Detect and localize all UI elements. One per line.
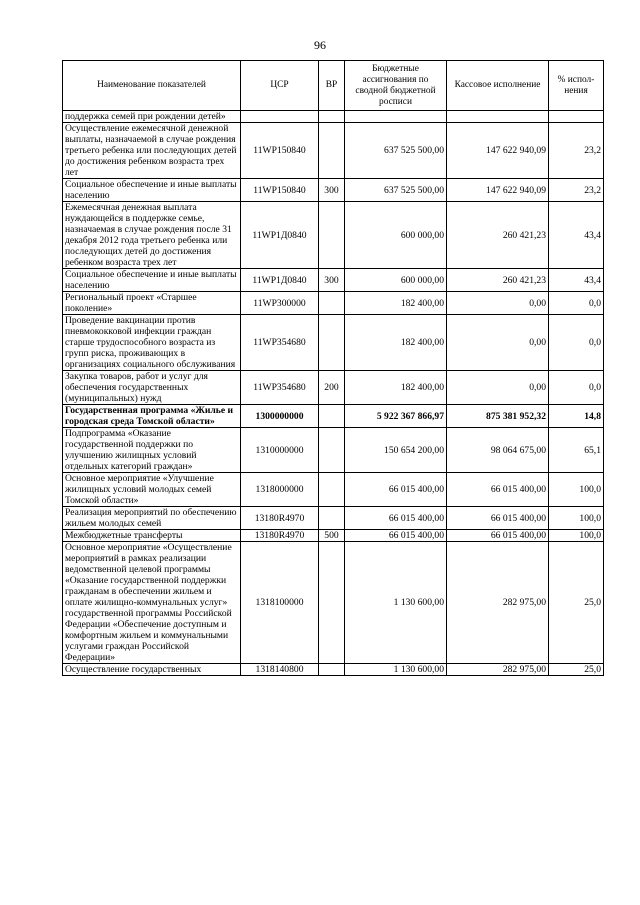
cell-budget: 5 922 367 866,97	[345, 405, 447, 428]
cell-percent: 14,8	[549, 405, 604, 428]
cell-percent: 100,0	[549, 530, 604, 542]
cell-cash: 66 015 400,00	[447, 507, 549, 530]
cell-budget: 637 525 500,00	[345, 179, 447, 202]
cell-vr	[319, 542, 345, 664]
cell-csr: 11WP354680	[241, 371, 319, 405]
cell-vr	[319, 111, 345, 123]
cell-percent: 100,0	[549, 507, 604, 530]
cell-vr: 500	[319, 530, 345, 542]
cell-csr: 1310000000	[241, 428, 319, 473]
cell-budget: 600 000,00	[345, 269, 447, 292]
budget-execution-table	[62, 60, 604, 676]
cell-csr: 11WP150840	[241, 179, 319, 202]
cell-name: Региональный проект «Старшее поколение»	[63, 292, 241, 315]
cell-name: Основное мероприятие «Улучшение жилищных условий молодых семей Томской области»	[63, 473, 241, 507]
cell-name: поддержка семей при рождении детей»	[63, 111, 241, 123]
cell-vr: 300	[319, 179, 345, 202]
cell-budget: 182 400,00	[345, 292, 447, 315]
cell-budget: 182 400,00	[345, 315, 447, 371]
cell-name: Ежемесячная денежная выплата нуждающейся в поддержке семье, назначаемая в случае рождения после 31 декабря 2012 года третьего ребенка или последующих детей до достижения ребенком возраста трех лет	[63, 202, 241, 269]
cell-cash: 66 015 400,00	[447, 473, 549, 507]
cell-csr: 1300000000	[241, 405, 319, 428]
header-csr: ЦСР	[241, 61, 319, 111]
cell-budget: 66 015 400,00	[345, 507, 447, 530]
header-budget: Бюджетные ассигнования по сводной бюджетной росписи	[345, 61, 447, 111]
table-row	[63, 530, 604, 542]
cell-name: Проведение вакцинации против пневмококковой инфекции граждан старше трудоспособного возраста из групп риска, проживающих в организациях социального обслуживания	[63, 315, 241, 371]
cell-csr: 11WP1Д0840	[241, 202, 319, 269]
page-number: 96	[314, 38, 326, 52]
cell-budget: 150 654 200,00	[345, 428, 447, 473]
cell-percent: 23,2	[549, 179, 604, 202]
cell-name: Подпрограмма «Оказание государственной поддержки по улучшению жилищных условий отдельных категорий граждан»	[63, 428, 241, 473]
header-name: Наименование показателей	[63, 61, 241, 111]
cell-percent: 0,0	[549, 315, 604, 371]
cell-csr: 1318140800	[241, 664, 319, 676]
cell-vr	[319, 664, 345, 676]
cell-cash: 66 015 400,00	[447, 530, 549, 542]
cell-percent: 0,0	[549, 371, 604, 405]
cell-name: Социальное обеспечение и иные выплаты населению	[63, 179, 241, 202]
header-percent: % испол-нения	[549, 61, 604, 111]
cell-vr	[319, 428, 345, 473]
table-row	[63, 542, 604, 664]
cell-percent: 25,0	[549, 542, 604, 664]
table-row	[63, 405, 604, 428]
table-row	[63, 371, 604, 405]
cell-csr: 1318100000	[241, 542, 319, 664]
header-cash: Кассовое исполнение	[447, 61, 549, 111]
cell-cash	[447, 111, 549, 123]
table-row	[63, 428, 604, 473]
cell-csr: 1318000000	[241, 473, 319, 507]
cell-percent: 23,2	[549, 123, 604, 179]
cell-csr	[241, 111, 319, 123]
cell-vr	[319, 473, 345, 507]
cell-csr: 13180R4970	[241, 530, 319, 542]
table-row	[63, 123, 604, 179]
cell-cash: 98 064 675,00	[447, 428, 549, 473]
cell-vr: 300	[319, 269, 345, 292]
cell-percent: 0,0	[549, 292, 604, 315]
cell-name: Закупка товаров, работ и услуг для обеспечения государственных (муниципальных) нужд	[63, 371, 241, 405]
cell-percent: 65,1	[549, 428, 604, 473]
table-row	[63, 202, 604, 269]
cell-csr: 11WP354680	[241, 315, 319, 371]
cell-cash: 282 975,00	[447, 542, 549, 664]
cell-cash: 0,00	[447, 371, 549, 405]
table-row	[63, 269, 604, 292]
cell-percent: 43,4	[549, 202, 604, 269]
cell-csr: 13180R4970	[241, 507, 319, 530]
cell-percent: 43,4	[549, 269, 604, 292]
table-row	[63, 111, 604, 123]
cell-cash: 0,00	[447, 292, 549, 315]
cell-budget: 182 400,00	[345, 371, 447, 405]
cell-name: Государственная программа «Жилье и городская среда Томской области»	[63, 405, 241, 428]
table-row	[63, 315, 604, 371]
cell-budget: 600 000,00	[345, 202, 447, 269]
cell-vr	[319, 123, 345, 179]
cell-vr	[319, 507, 345, 530]
cell-csr: 11WP150840	[241, 123, 319, 179]
cell-cash: 875 381 952,32	[447, 405, 549, 428]
cell-budget: 1 130 600,00	[345, 664, 447, 676]
cell-name: Межбюджетные трансферты	[63, 530, 241, 542]
cell-budget: 1 130 600,00	[345, 542, 447, 664]
cell-vr	[319, 202, 345, 269]
cell-name: Осуществление государственных	[63, 664, 241, 676]
cell-percent: 100,0	[549, 473, 604, 507]
table-header-row	[63, 61, 604, 111]
cell-cash: 282 975,00	[447, 664, 549, 676]
cell-name: Осуществление ежемесячной денежной выплаты, назначаемой в случае рождения третьего ребенка или последующих детей до достижения ребенком возраста трех лет	[63, 123, 241, 179]
table-row	[63, 664, 604, 676]
table-row	[63, 292, 604, 315]
cell-vr	[319, 292, 345, 315]
cell-name: Реализация мероприятий по обеспечению жильем молодых семей	[63, 507, 241, 530]
cell-percent	[549, 111, 604, 123]
cell-cash: 147 622 940,09	[447, 123, 549, 179]
table-row	[63, 179, 604, 202]
cell-csr: 11WP300000	[241, 292, 319, 315]
cell-budget	[345, 111, 447, 123]
cell-csr: 11WP1Д0840	[241, 269, 319, 292]
table-row	[63, 507, 604, 530]
cell-budget: 66 015 400,00	[345, 530, 447, 542]
cell-vr: 200	[319, 371, 345, 405]
cell-budget: 66 015 400,00	[345, 473, 447, 507]
cell-vr	[319, 405, 345, 428]
cell-cash: 260 421,23	[447, 202, 549, 269]
cell-budget: 637 525 500,00	[345, 123, 447, 179]
cell-cash: 147 622 940,09	[447, 179, 549, 202]
cell-cash: 260 421,23	[447, 269, 549, 292]
cell-percent: 25,0	[549, 664, 604, 676]
table-body	[63, 111, 604, 676]
cell-name: Социальное обеспечение и иные выплаты населению	[63, 269, 241, 292]
cell-vr	[319, 315, 345, 371]
cell-name: Основное мероприятие «Осуществление мероприятий в рамках реализации ведомственной целевой программы «Оказание государственной поддержки гражданам в обеспечении жильем и оплате жилищно-коммунальных услуг» государственной программы Российской Федерации «Обеспечение доступным и комфортным жильем и коммунальными услугами граждан Российской Федерации»	[63, 542, 241, 664]
table-row	[63, 473, 604, 507]
cell-cash: 0,00	[447, 315, 549, 371]
header-vr: ВР	[319, 61, 345, 111]
